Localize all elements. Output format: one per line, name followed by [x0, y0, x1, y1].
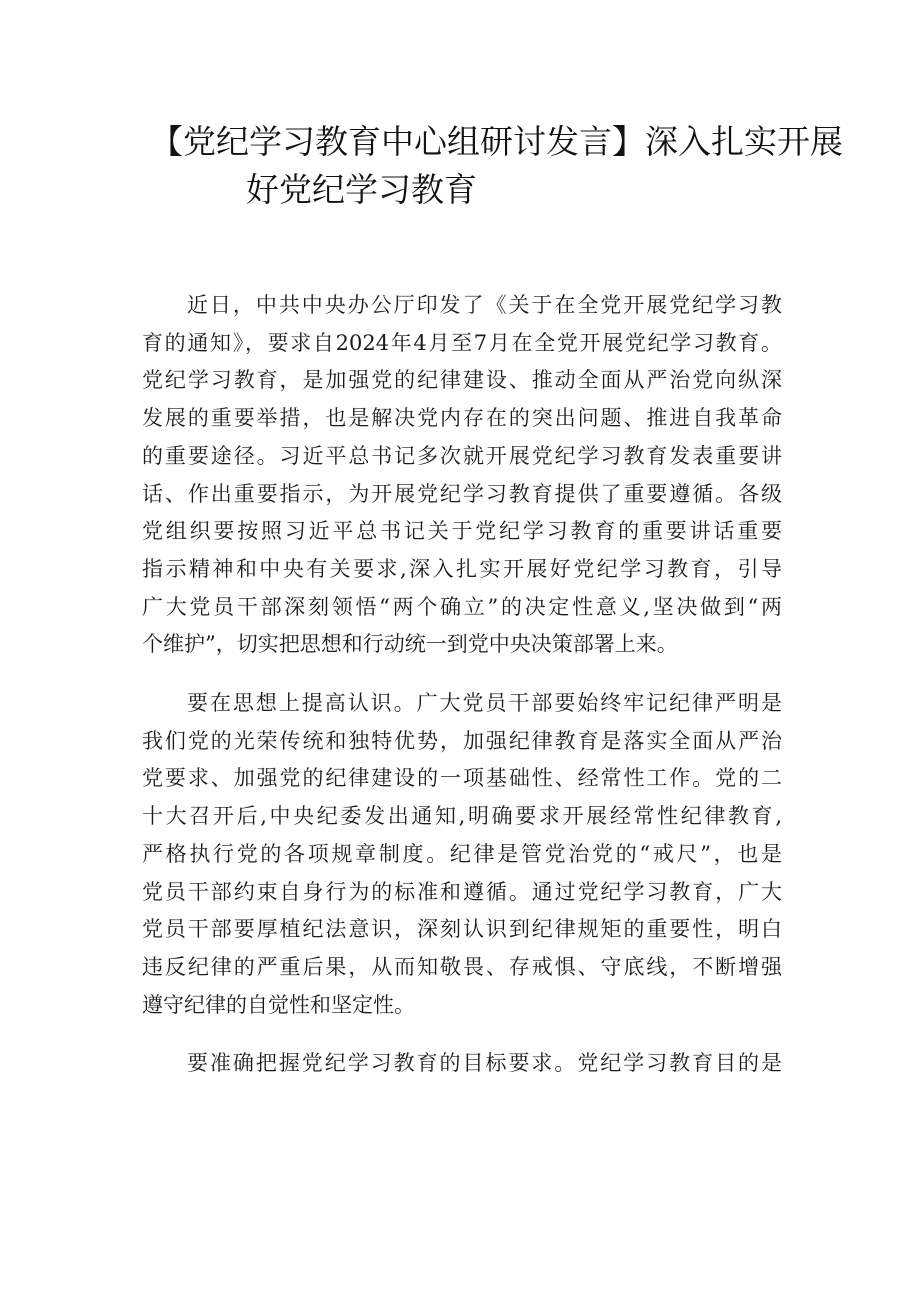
title-line: 好党纪学习教育: [246, 170, 477, 209]
text-line: 十大召开后,中央纪委发出通知,明确要求开展经常性纪律教育,: [142, 804, 782, 829]
text-line: 遵守纪律的自觉性和坚定性。: [142, 992, 415, 1017]
text-line: 违反纪律的严重后果，从而知敬畏、存戒惧、守底线，不断增强: [142, 954, 782, 979]
text-line: 要准确把握党纪学习教育的目标要求。党纪学习教育目的是: [187, 1051, 782, 1076]
title-line: 【党纪学习教育中心组研讨发言】深入扎实开展: [150, 122, 843, 161]
text-line: 发展的重要举措，也是解决党内存在的突出问题、推进自我革命: [142, 406, 782, 431]
text-line: 育的通知》，要求自2024年4月至7月在全党开展党纪学习教育。: [142, 330, 782, 355]
text-line: 党要求、加强党的纪律建设的一项基础性、经常性工作。党的二: [142, 766, 782, 791]
document-body: [142, 287, 782, 1104]
text-line: 近日，中共中央办公厅印发了《关于在全党开展党纪学习教: [187, 293, 782, 317]
text-line: 的重要途径。习近平总书记多次就开展党纪学习教育发表重要讲: [142, 443, 782, 468]
text-line: 个维护”，切实把思想和行动统一到党中央决策部署上来。: [142, 632, 678, 657]
text-line: 严格执行党的各项规章制度。纪律是管党治党的“戒尺”，也是: [142, 841, 782, 866]
text-line: 指示精神和中央有关要求,深入扎实开展好党纪学习教育，引导: [142, 556, 782, 581]
paragraph-1: [142, 287, 782, 664]
text-line: 党组织要按照习近平总书记关于党纪学习教育的重要讲话重要: [142, 519, 782, 544]
text-line: 党纪学习教育，是加强党的纪律建设、推动全面从严治党向纵深: [142, 368, 782, 393]
paragraph-2: [142, 685, 782, 1024]
text-line: 话、作出重要指示，为开展党纪学习教育提供了重要遵循。各级: [142, 481, 782, 506]
text-line: 党员干部约束自身行为的标准和遵循。通过党纪学习教育，广大: [142, 879, 782, 904]
text-line: 要在思想上提高认识。广大党员干部要始终牢记纪律严明是: [187, 691, 782, 716]
document-title: [150, 118, 843, 214]
text-line: 党员干部要厚植纪法意识，深刻认识到纪律规矩的重要性，明白: [142, 917, 782, 942]
text-line: 广大党员干部深刻领悟“两个确立”的决定性意义,坚决做到“两: [142, 594, 782, 619]
paragraph-3: [142, 1045, 782, 1083]
text-line: 我们党的光荣传统和独特优势，加强纪律教育是落实全面从严治: [142, 728, 782, 753]
